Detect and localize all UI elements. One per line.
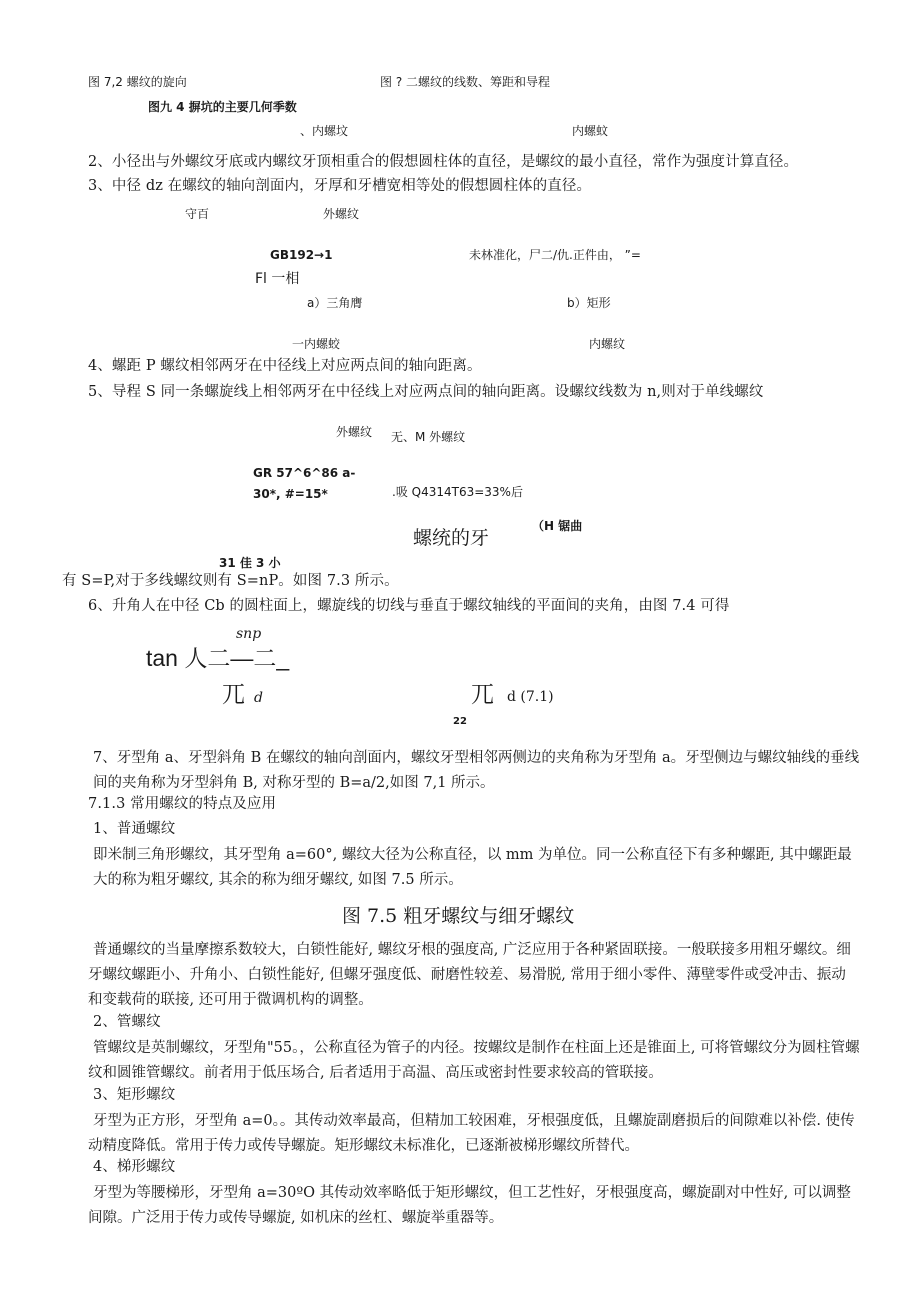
- paragraph-pitch-diameter: 3、中径 dz 在螺纹的轴向剖面内，牙厚和牙槽宽相等处的假想圆柱体的直径。: [88, 178, 592, 194]
- paragraph-pipe-thread-text: 管螺纹是英制螺纹，牙型角"55。，公称直径为管子的内径。按螺纹是制作在柱面上还是锥面上, 可将管螺纹分为圆柱管螺纹和圆锥管螺纹。前者用于低压场合, 后者适用于高温、高压或密封性要求较高的管联接。: [88, 1040, 860, 1081]
- section-heading-trap-thread: 4、梯形螺纹: [93, 1159, 176, 1175]
- label-gr-standard: GR 57^6^86 a-: [253, 466, 356, 480]
- paragraph-common-thread-usage-text: 普通螺纹的当量摩擦系数较大，白锁性能好, 螺纹牙根的强度高, 广泛应用于各种紧固联接。一般联接多用粗牙螺纹。细牙螺纹螺距小、升角小、白锁性能好, 但螺牙强度低、耐磨性较差、易滑脱, 常用于细小零件、薄壁零件或受冲击、振动和变载荷的联接, 还可用于微调机构的调整。: [88, 942, 851, 1008]
- label-xi-note: .吸 Q4314T63=33%后: [392, 485, 523, 499]
- formula-22: 22: [453, 716, 467, 727]
- formula-pi-2: 兀: [471, 682, 494, 708]
- label-triangle-thread: a）三角膺: [307, 296, 363, 310]
- paragraph-trap-thread-text: 牙型为等腰梯形，牙型角 a=30ºO 其传动效率略低于矩形螺纹，但工艺性好，牙根强度高，螺旋副对中性好, 可以调整间隙。广泛用于传力或传导螺旋, 如机床的丝杠、螺旋举重器等。: [88, 1185, 851, 1226]
- paragraph-common-thread-usage: [88, 938, 860, 1013]
- caption-fig-7-2: 图 7,2 螺纹的旋向: [88, 75, 187, 89]
- label-angle: 30*, #=15*: [253, 487, 328, 501]
- label-rectangle-thread: b）矩形: [567, 296, 611, 310]
- section-heading-713: 7.1.3 常用螺纹的特点及应用: [88, 796, 277, 812]
- section-heading-pipe-thread: 2、管螺纹: [93, 1014, 161, 1030]
- paragraph-rect-thread-text: 牙型为正方形，牙型角 a=0。。其传动效率最高，但精加工较困难，牙根强度低，且螺旋副磨损后的间隙难以补偿. 使传动精度降低。常用于传力或传导螺旋。矩形螺纹未标准化，已逐渐被梯形螺纹所替代。: [88, 1113, 855, 1154]
- section-heading-rect-thread: 3、矩形螺纹: [93, 1087, 176, 1103]
- formula-d-1: d: [254, 690, 263, 706]
- label-h-saw: （H 锯曲: [532, 519, 583, 533]
- formula-lhs: tan 人二—二_: [146, 645, 290, 671]
- label-none-m-outer: 无、M 外螺纹: [391, 430, 466, 444]
- paragraph-thread-angle: [88, 746, 860, 796]
- label-thread-tooth: 螺统的牙: [413, 527, 490, 549]
- paragraph-thread-angle-text: 7、牙型角 a、牙型斜角 B 在螺纹的轴向剖面内，螺纹牙型相邻两侧边的夹角称为牙型角 a。牙型侧边与螺纹轴线的垂线间的夹角称为牙型斜角 B, 对称牙型的 B=a/2,如图 7,1 所示。: [93, 750, 860, 791]
- section-heading-common-thread: 1、普通螺纹: [93, 821, 176, 837]
- label-inner-thread-d: 内螺纹: [589, 337, 626, 351]
- formula-d-2: d (7.1): [507, 689, 554, 705]
- formula-pi-1: 兀: [222, 682, 245, 708]
- formula-snp: snp: [236, 626, 262, 642]
- label-inner-thread-b: 内螺蚊: [572, 124, 609, 138]
- label-gb-standard: GB192→1: [270, 248, 333, 262]
- label-outer-thread: 外螺纹: [323, 207, 360, 221]
- paragraph-minor-diameter: 2、小径出与外螺纹牙底或内螺纹牙顶相重合的假想圆柱体的直径，是螺纹的最小直径，常作为强度计算直径。: [88, 154, 799, 170]
- paragraph-trap-thread: [88, 1181, 860, 1231]
- paragraph-pipe-thread: [88, 1036, 860, 1086]
- label-standard-note: 未林准化，尸二/仇.正件由， ”=: [469, 248, 641, 262]
- paragraph-pitch: 4、螺距 P 螺纹相邻两牙在中径线上对应两点间的轴向距离。: [88, 358, 482, 374]
- label-fl: Fl 一相: [255, 271, 300, 287]
- caption-fig-7-5: 图 7.5 粗牙螺纹与细牙螺纹: [342, 905, 575, 927]
- label-outer-thread-b: 外螺纹: [336, 425, 373, 439]
- label-inner-thread-a: 、内螺坟: [300, 124, 349, 138]
- paragraph-common-thread: [88, 843, 860, 893]
- label-shoubai: 守百: [185, 207, 210, 221]
- caption-fig-7-4: 图九 4 摒坑的主要几何季数: [148, 100, 297, 114]
- caption-fig-7-3: 图 ? 二螺纹的线数、筹距和导程: [380, 75, 550, 89]
- paragraph-lead: 5、导程 S 同一条螺旋线上相邻两牙在中径线上对应两点间的轴向距离。设螺纹线数为 n,则对于单线螺纹: [88, 384, 764, 400]
- label-inner-thread-c: 一内螺蛟: [292, 337, 341, 351]
- paragraph-rect-thread: [88, 1109, 860, 1159]
- paragraph-common-thread-text: 即米制三角形螺纹，其牙型角 a=60°, 螺纹大径为公称直径，以 mm 为单位。同一公称直径下有多种螺距, 其中螺距最大的称为粗牙螺纹, 其余的称为细牙螺纹, 如图 7.5 所示。: [93, 847, 852, 888]
- paragraph-lead-multi: 有 S=P,对于多线螺纹则有 S=nP。如图 7.3 所示。: [62, 573, 399, 589]
- label-31: 31 佳 3 小: [219, 556, 281, 570]
- paragraph-lead-angle: 6、升角人在中径 Cb 的圆柱面上，螺旋线的切线与垂直于螺纹轴线的平面间的夹角，由图 7.4 可得: [88, 598, 730, 614]
